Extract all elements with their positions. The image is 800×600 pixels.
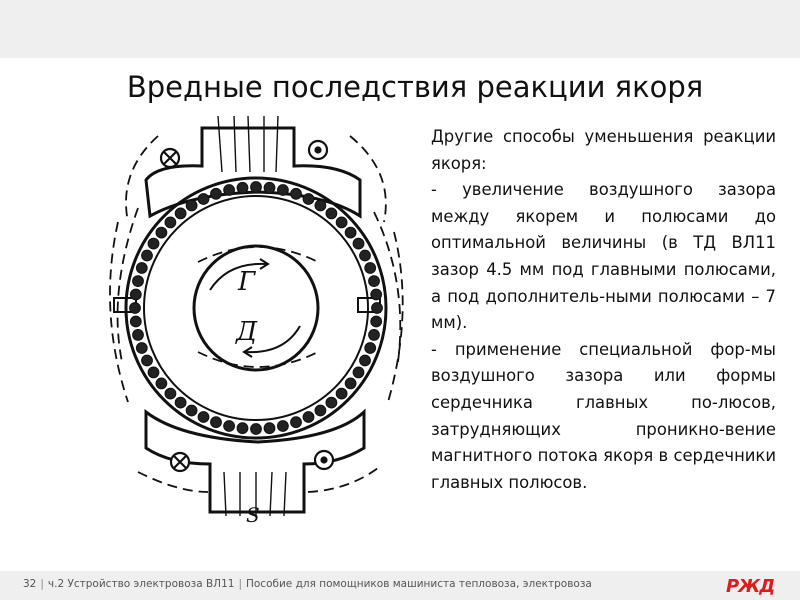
armature-conductor [186, 405, 197, 416]
page-number: 32 [23, 578, 37, 590]
rzd-logo [724, 573, 776, 597]
armature-conductor [360, 250, 371, 261]
body-point-2: - применение специальной фор-мы воздушного зазора или формы сердечника главных по-люсов, затрудняющих проникно-вение магнитного потока якоря в сердечники главных полюсов. [431, 339, 776, 492]
armature-conductor [365, 263, 376, 274]
footer-text [23, 578, 592, 590]
armature-conductor [372, 303, 383, 314]
armature-conductor [133, 276, 144, 287]
armature-conductor [326, 397, 337, 408]
armature-conductor [165, 388, 176, 399]
armature-conductor [148, 238, 159, 249]
armature-conductor [303, 412, 314, 423]
armature-conductor [136, 263, 147, 274]
armature-conductor [369, 330, 380, 341]
armature-conductor [211, 188, 222, 199]
svg-text:РЖД: РЖД [726, 576, 775, 597]
armature-conductor [315, 200, 326, 211]
armature-conductor [278, 185, 289, 196]
armature-conductor [136, 343, 147, 354]
armature-conductor [291, 417, 302, 428]
armature-conductor [224, 421, 235, 432]
armature-conductor [130, 303, 141, 314]
armature-conductor [353, 367, 364, 378]
body-point-1: - увеличение воздушного зазора между якорем и полюсами до оптимальной величины (в ТД ВЛ11 зазор 4.5 мм под главными полюсами, а под дополнитель-ными полюсами – 7 мм). [431, 180, 776, 333]
diagram-label-s: S [246, 503, 260, 524]
armature-conductor [365, 343, 376, 354]
armature-conductor [175, 397, 186, 408]
armature-conductor [142, 355, 153, 366]
footer-book: Пособие для помощников машиниста тепловоза, электровоза [245, 578, 592, 590]
armature-conductor [360, 355, 371, 366]
armature-conductor [211, 417, 222, 428]
armature-conductor [345, 378, 356, 389]
armature-conductor [326, 208, 337, 219]
armature-conductor [237, 182, 248, 193]
armature-conductor [369, 276, 380, 287]
armature-conductor [130, 316, 141, 327]
armature-conductor [336, 388, 347, 399]
header-band [0, 0, 800, 58]
armature-conductor [371, 316, 382, 327]
armature-conductor [186, 200, 197, 211]
armature-conductor [371, 289, 382, 300]
armature-conductor [237, 423, 248, 434]
armature-conductor [278, 421, 289, 432]
armature-conductor [175, 208, 186, 219]
diagram-label-g: Г [238, 267, 256, 297]
footer [0, 571, 800, 600]
armature-conductor [148, 367, 159, 378]
armature-conductor [291, 188, 302, 199]
armature-conductor [251, 424, 262, 435]
armature-conductor [198, 412, 209, 423]
armature-conductor [264, 423, 275, 434]
armature-conductor [133, 330, 144, 341]
armature-conductor [336, 217, 347, 228]
body-text [431, 124, 776, 496]
armature-conductor [165, 217, 176, 228]
armature-conductor [315, 405, 326, 416]
armature-reaction-diagram [98, 112, 414, 524]
slide-title: Вредные последствия реакции якоря [126, 70, 704, 104]
footer-separator: | [40, 578, 44, 590]
armature-conductor [142, 250, 153, 261]
armature-conductor [264, 182, 275, 193]
armature-conductor [303, 194, 314, 205]
armature-conductor [345, 227, 356, 238]
footer-section: ч.2 Устройство электровоза ВЛ11 [47, 578, 235, 590]
diagram-label-d: Д [236, 317, 258, 347]
armature-conductor [198, 194, 209, 205]
armature-conductor [224, 185, 235, 196]
armature-conductor [353, 238, 364, 249]
armature-conductor [251, 182, 262, 193]
body-heading: Другие способы уменьшения реакции якоря: [431, 127, 776, 173]
armature-conductor [156, 227, 167, 238]
armature-conductor [156, 378, 167, 389]
footer-separator: | [238, 578, 242, 590]
armature-conductor [130, 289, 141, 300]
